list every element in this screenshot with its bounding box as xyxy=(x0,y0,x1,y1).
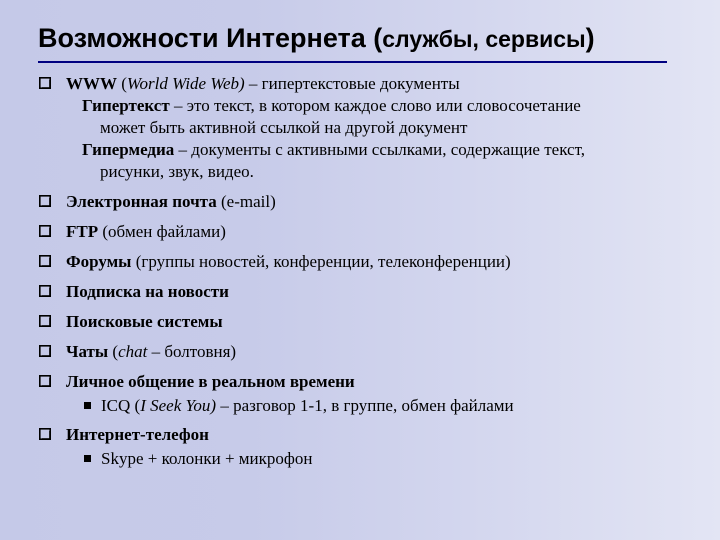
title-underline xyxy=(38,61,667,63)
definition-hypertext: Гипертекст – это текст, в котором каждое слово или словосочетание может быть активной ссылкой на другой документ xyxy=(82,96,581,137)
bullet-box-icon xyxy=(39,375,51,387)
bullet-box-icon xyxy=(39,315,51,327)
list-item-ftp: FTP (обмен файлами) xyxy=(0,220,720,243)
square-bullet-icon xyxy=(84,455,91,462)
list-item-search-engines: Поисковые системы xyxy=(0,310,720,333)
bullet-box-icon xyxy=(39,345,51,357)
definition-hypermedia: Гипермедиа – документы с активными ссылками, содержащие текст, рисунки, звук, видео. xyxy=(82,140,585,181)
square-bullet-icon xyxy=(84,402,91,409)
bullet-box-icon xyxy=(39,428,51,440)
sub-item-skype: Skype + колонки + микрофон xyxy=(0,448,720,470)
list-item-email: Электронная почта (e-mail) xyxy=(0,190,720,213)
list-item-news-subscription: Подписка на новости xyxy=(0,280,720,303)
bullet-list xyxy=(0,72,720,476)
bullet-box-icon xyxy=(39,77,51,89)
bullet-box-icon xyxy=(39,255,51,267)
list-item-internet-phone: Интернет-телефон xyxy=(0,423,720,446)
slide-title: Возможности Интернета (службы, сервисы) xyxy=(38,23,595,53)
list-item-chats: Чаты (chat – болтовня) xyxy=(0,340,720,363)
bullet-box-icon xyxy=(39,225,51,237)
sub-item-icq: ICQ (I Seek You) – разговор 1-1, в группе, обмен файлами xyxy=(0,395,720,417)
list-item-www: WWW (World Wide Web) – гипертекстовые документы xyxy=(0,72,720,95)
list-item-realtime-communication: Личное общение в реальном времени xyxy=(0,370,720,393)
list-item-forums: Форумы (группы новостей, конференции, телеконференции) xyxy=(0,250,720,273)
bullet-box-icon xyxy=(39,195,51,207)
bullet-box-icon xyxy=(39,285,51,297)
